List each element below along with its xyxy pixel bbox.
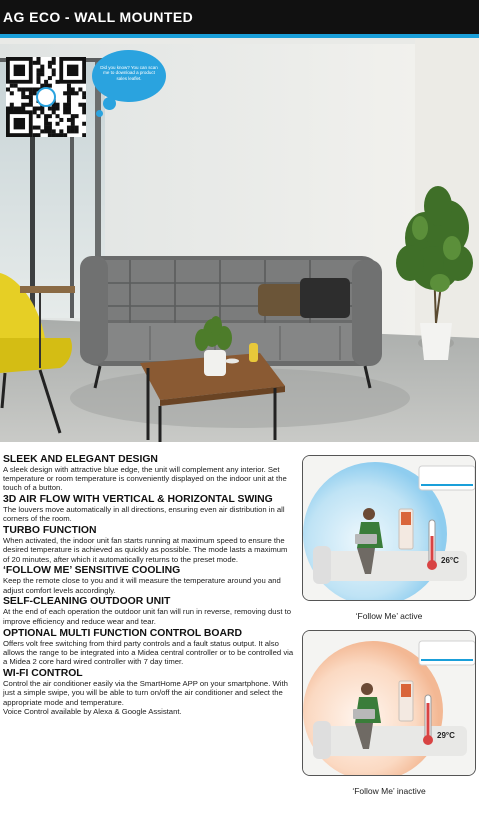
follow-me-active-photo	[302, 455, 476, 601]
feature-item	[3, 525, 295, 564]
header-bar	[0, 0, 479, 34]
feature-heading: ‘FOLLOW ME’ SENSITIVE COOLING	[3, 565, 181, 577]
feature-body: Offers volt free switching from third party controls and a fault status output. It also allows the range to be integrated into a Midea central controller or to be controlled via a Midea 2 core hard wired controller with 7 day timer.	[3, 638, 294, 667]
feature-heading: SELF-CLEANING OUTDOOR UNIT	[3, 596, 171, 608]
page-title: AG ECO - WALL MOUNTED	[3, 9, 194, 25]
room-temp-readout: 29°C	[437, 731, 455, 740]
feature-item	[3, 565, 295, 595]
qr-code-pattern	[6, 57, 86, 137]
qr-code[interactable]	[6, 57, 86, 137]
follow-me-active-caption: ‘Follow Me’ active	[355, 611, 423, 621]
feature-heading: OPTIONAL MULTI FUNCTION CONTROL BOARD	[3, 627, 242, 639]
feature-heading: SLEEK AND ELEGANT DESIGN	[3, 453, 158, 465]
room-temp-readout: 26°C	[441, 556, 459, 565]
features-list	[3, 452, 295, 716]
feature-body: Control the air conditioner easily via the SmartHome APP on your smartphone. With just a simple swipe, you will be able to turn on/off the air conditioner and select the appropriate mode and temperature.	[3, 678, 288, 707]
bubble-tail-small	[96, 110, 103, 117]
feature-body: A sleek design with attractive blue edge, the unit will complement any interior. Set temperature or room temperature is conveniently displayed on the indoor unit at the touch of a button.	[3, 464, 287, 493]
feature-item	[3, 668, 295, 716]
feature-body: Keep the remote close to you and it will measure the temperature around you and adjust comfort levels accordingly.	[3, 576, 281, 595]
qr-logo-icon	[37, 88, 55, 106]
bubble-tail-large	[103, 97, 116, 110]
feature-body: When activated, the indoor unit fan starts running at maximum speed to ensure the desired temperature is achieved as quickly as possible. The mode lasts a maximum of 20 minutes, after which it automatically returns to the preset mode.	[3, 535, 288, 564]
bubble-text: Did you know? You can scan me to download a product sales leaflet.	[100, 65, 158, 81]
feature-extra-note: Voice Control available by Alexa & Google Assistant.	[3, 706, 182, 716]
follow-me-inactive-illustration	[303, 631, 476, 776]
feature-body: The louvers move automatically in all directions, ensuring even air distribution in all corners of the room.	[3, 504, 285, 524]
feature-item	[3, 596, 295, 626]
follow-me-inactive-photo	[302, 630, 476, 776]
feature-heading: WI-FI CONTROL	[3, 667, 83, 679]
follow-me-inactive-caption: ‘Follow Me’ inactive	[352, 786, 426, 796]
follow-me-active-illustration	[303, 456, 476, 601]
feature-body: At the end of each operation the outdoor unit fan will run in reverse, removing dust to improve efficiency and reduce wear and tear.	[3, 607, 292, 626]
feature-item	[3, 454, 295, 493]
feature-item	[3, 494, 295, 524]
feature-heading: 3D AIR FLOW WITH VERTICAL & HORIZONTAL SWING	[3, 493, 273, 505]
feature-item	[3, 628, 295, 667]
feature-heading: TURBO FUNCTION	[3, 524, 97, 536]
